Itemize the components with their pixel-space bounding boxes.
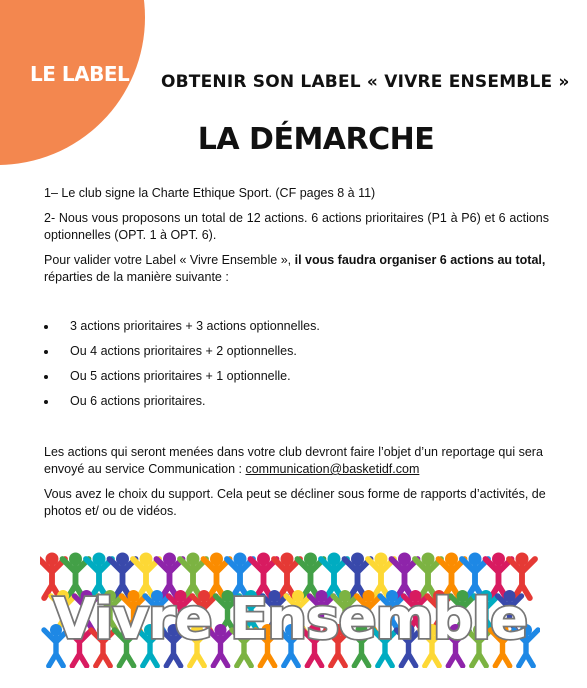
communication-email-link[interactable]: communication@basketidf.com xyxy=(245,462,420,476)
reporting-paragraph xyxy=(44,444,549,478)
bullet-icon xyxy=(44,325,48,329)
reporting-text: Les actions qui seront menées dans votre club devront faire l’objet d’un reportage qui sera envoyé au service Communication : xyxy=(44,445,543,476)
bullet-icon xyxy=(44,375,48,379)
banner-title: Vivre Ensemble xyxy=(52,587,528,652)
validation-paragraph xyxy=(44,252,549,286)
list-item-text: Ou 5 actions prioritaires + 1 optionnelle. xyxy=(70,369,291,383)
corner-label: LE LABEL xyxy=(30,62,130,86)
header-title: OBTENIR SON LABEL « VIVRE ENSEMBLE » xyxy=(161,72,570,92)
page-heading: LA DÉMARCHE xyxy=(197,122,435,157)
validation-text-end: réparties de la manière suivante : xyxy=(44,270,229,284)
list-item-text: Ou 6 actions prioritaires. xyxy=(70,394,206,408)
bullet-icon xyxy=(44,400,48,404)
step-2-paragraph: 2- Nous vous proposons un total de 12 actions. 6 actions prioritaires (P1 à P6) et 6 actions optionnelles (OPT. 1 à OPT. 6). xyxy=(44,211,549,242)
vivre-ensemble-banner xyxy=(40,550,540,668)
validation-text-start: Pour valider votre Label « Vivre Ensemble », xyxy=(44,253,295,267)
support-paragraph: Vous avez le choix du support. Cela peut se décliner sous forme de rapports d’activités, de photos et/ ou de vidéos. xyxy=(44,487,546,518)
validation-text-bold: il vous faudra organiser 6 actions au total, xyxy=(294,253,546,267)
list-item-text: 3 actions prioritaires + 3 actions optionnelles. xyxy=(70,319,320,333)
bullet-icon xyxy=(44,350,48,354)
list-item-text: Ou 4 actions prioritaires + 2 optionnelles. xyxy=(70,344,297,358)
step-1-paragraph: 1– Le club signe la Charte Ethique Sport. (CF pages 8 à 11) xyxy=(44,186,376,200)
